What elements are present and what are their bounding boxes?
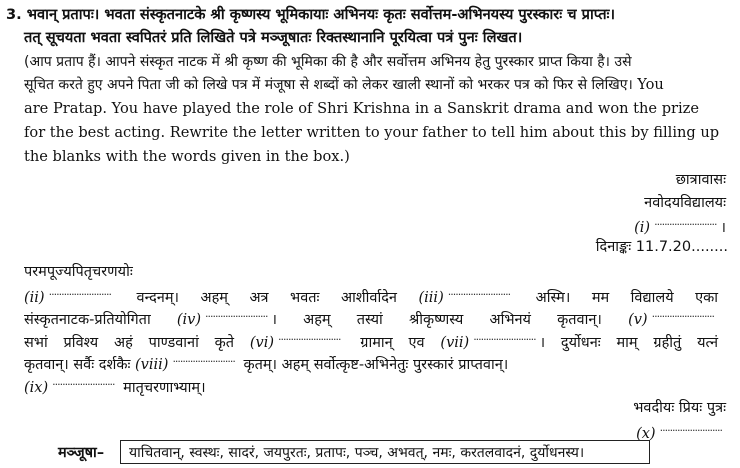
blank-label: (ii)	[24, 290, 45, 306]
letter-text: । अहम् तस्यां श्रीकृष्णस्य अभिनयं कृतवान्।	[271, 312, 602, 328]
blank-iii[interactable]: ·························	[447, 288, 511, 301]
word-box-label: मञ्जूषा–	[58, 445, 105, 461]
closing: भवदीयः प्रियः पुत्रः	[633, 400, 726, 416]
blank-label: (vi)	[249, 335, 275, 351]
letter-text: सभां प्रविश्य अहं पाण्डवानां कृते	[24, 335, 235, 351]
blank-label: (x)	[636, 426, 656, 442]
hindi-line-1: (आप प्रताप हैं। आपने संस्कृत नाटक में श्री कृष्ण की भूमिका की है और सर्वोत्तम अभिनय हेतु पुरस्कार प्राप्त किया है। उसे	[24, 54, 632, 70]
danda: ।	[720, 220, 726, 236]
question-line-2: तत् सूचयता भवता स्वपितरं प्रति लिखिते पत्रे मञ्जूषातः रिक्तस्थानानि पूरयित्वा पत्रं पुनः लिखत।	[24, 29, 523, 46]
address-line-1: छात्रावासः	[675, 172, 726, 188]
english-text: You	[637, 76, 664, 93]
blank-label: (v)	[628, 312, 648, 328]
blank-x[interactable]: ·························	[659, 424, 722, 437]
salutation: परमपूज्यपितृचरणयोः	[24, 264, 133, 280]
letter-text: कृतम्। अहम् सर्वोत्कृष्ट-अभिनेतुः पुरस्कारं प्राप्तवान्।	[243, 357, 509, 373]
blank-label: (iv)	[176, 312, 202, 328]
letter-line-5	[24, 374, 206, 399]
question-text: भवान् प्रतापः। भवता संस्कृतनाटके श्री कृष्णस्य भूमिकायाः अभिनयः कृतः सर्वोत्तम-अभिनयस्य पुरस्कारः च प्राप्तः।	[26, 6, 616, 23]
blank-label: (ix)	[24, 380, 49, 396]
blank-viii[interactable]: ·························	[172, 355, 235, 368]
blank-v[interactable]: ·························	[651, 310, 715, 323]
address-line-2: नवोदयविद्यालयः	[644, 195, 726, 211]
question-number: 3.	[6, 6, 22, 23]
question-line-1	[6, 4, 615, 26]
english-line-3: the blanks with the words given in the box.)	[24, 148, 350, 165]
letter-text: मातृचरणाभ्याम्।	[123, 380, 206, 396]
blank-label: (vii)	[440, 335, 470, 351]
word-box: याचितवान्, स्वस्थः, सादरं, जयपुरतः, प्रतापः, पञ्च, अभवत्, नमः, करतलवादनं, दुर्योधनस्य।	[120, 440, 650, 464]
letter-text: । दुर्योधनः माम् ग्रहीतुं यत्नं	[539, 335, 719, 351]
english-line-2: for the best acting. Rewrite the letter written to your father to tell him about this by filling up	[24, 124, 720, 141]
blank-vii[interactable]: ·························	[473, 333, 536, 346]
blank-vi[interactable]: ·························	[278, 333, 341, 346]
date-line: दिनाङ्कः 11.7.20........	[595, 239, 728, 255]
letter-text: वन्दनम्। अहम् अत्र भवतः आशीर्वादेन	[136, 290, 397, 306]
blank-i[interactable]: ·························	[654, 218, 717, 231]
letter-text: कृतवान्। सर्वैः दर्शकैः	[24, 357, 131, 373]
blank-ii[interactable]: ·························	[48, 288, 112, 301]
letter-text: संस्कृतनाटक-प्रतियोगिता	[24, 312, 151, 328]
english-line-1: are Pratap. You have played the role of Shri Krishna in a Sanskrit drama and won the prize	[24, 100, 700, 117]
hindi-text: सूचित करते हुए अपने पिता जी को लिखे पत्र में मंजूषा से शब्दों को लेकर खाली स्थानों को भरकर पत्र को फिर से लिखिए।	[24, 77, 633, 93]
blank-ix[interactable]: ·························	[52, 378, 115, 391]
hindi-line-2	[24, 74, 664, 96]
blank-iv[interactable]: ·························	[205, 310, 268, 323]
letter-line-2	[24, 306, 718, 331]
letter-line-4	[24, 351, 508, 376]
letter-text: ग्रामान् एव	[360, 335, 425, 351]
blank-label: (viii)	[135, 357, 169, 373]
letter-text: अस्मि। मम विद्यालये एका	[535, 290, 719, 306]
blank-label: (iii)	[418, 290, 444, 306]
blank-label: (i)	[634, 220, 651, 236]
